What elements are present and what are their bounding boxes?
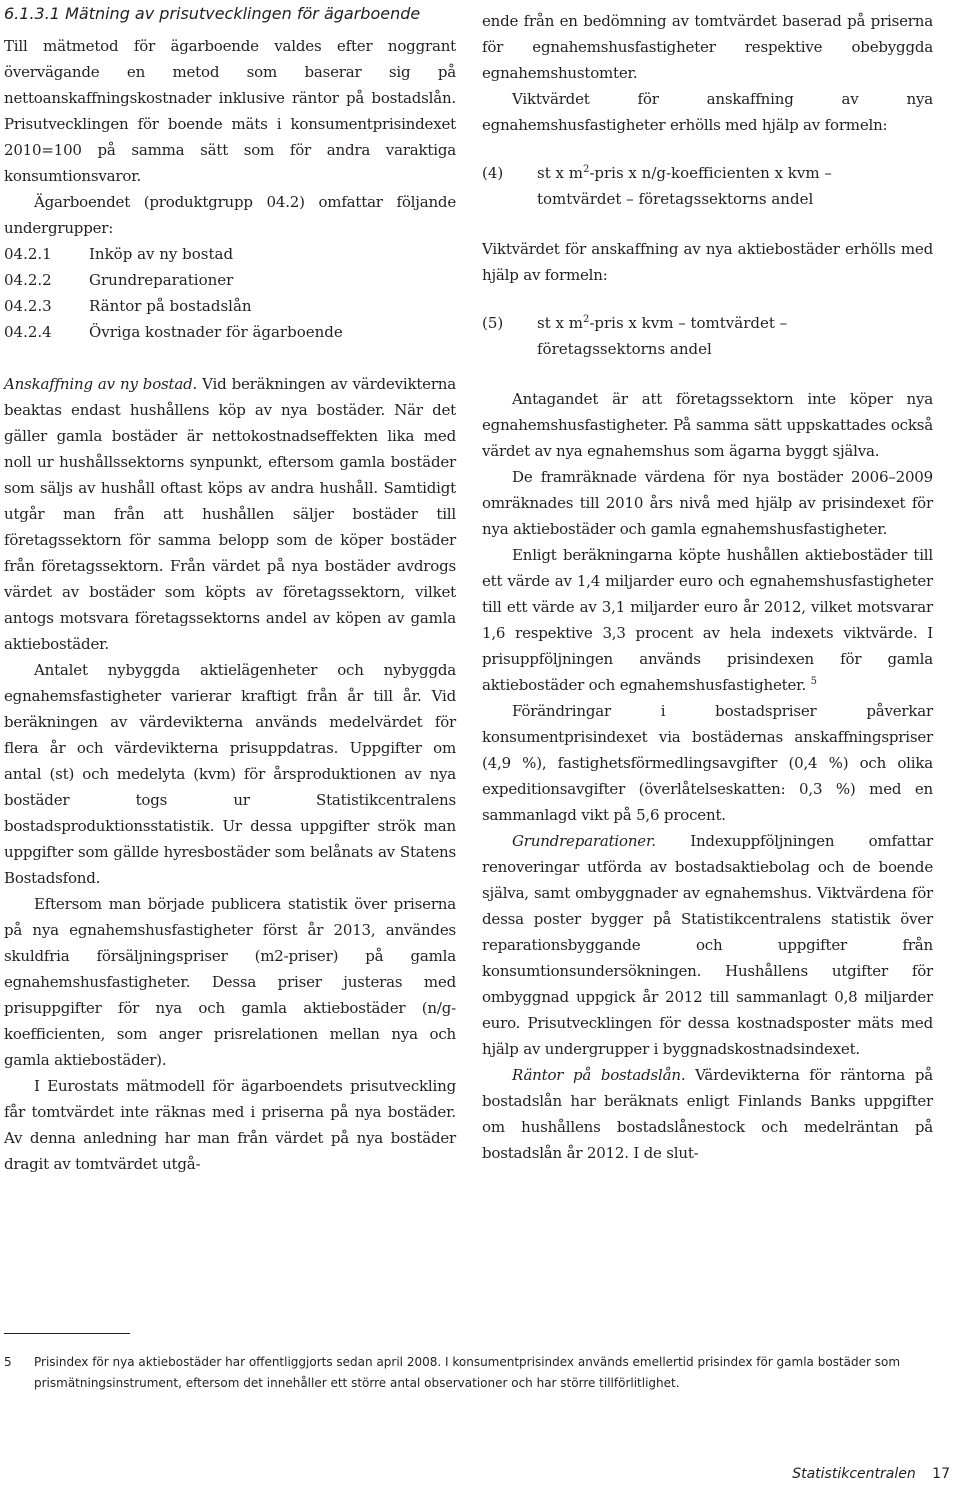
- right-column: [482, 0, 933, 1166]
- subgroup-intro: Ägarboendet (produktgrupp 04.2) omfattar följande undergrupper:: [4, 193, 456, 237]
- list-item: [4, 267, 456, 293]
- paragraph-body: Indexuppföljningen omfattar renoveringar utförda av bostadsaktiebolag och de boende själva, samt ombyggnader av egnahemshus. Viktvärdena för dessa poster bygger på Statistikcentralens statistik över reparationsbyggande och uppgifter från konsumtionsundersökningen. Hushållens utgifter för ombyggnad uppgick år 2012 till sammanlagt 0,8 miljarder euro. Prisutvecklingen för dessa kostnadsposter mäts med hjälp av undergrupper i byggnadskostnadsindexet.: [482, 832, 933, 1058]
- paragraph: I Eurostats mätmodell för ägarboendets prisutveckling får tomtvärdet inte räknas med i priserna på nya bostäder. Av denna anledning har man från värdet på nya bostäder dragit av tomtvärdet utgå-: [4, 1077, 456, 1173]
- subgroup-code: 04.2.2: [4, 271, 52, 289]
- formula-text: företagssektorns andel: [537, 340, 712, 358]
- page-footer: [792, 1466, 950, 1482]
- list-item: [4, 319, 456, 345]
- formula-number: (5): [482, 314, 504, 332]
- paragraph-lead: Anskaffning av ny bostad.: [4, 375, 198, 393]
- section-heading: [4, 2, 456, 25]
- paragraph-mortgage-interest: [482, 1062, 933, 1166]
- formula-body: [537, 310, 787, 362]
- paragraph-body: Enligt beräkningarna köpte hushållen aktiebostäder till ett värde av 1,4 miljarder euro och egnahemshusfastigheter till ett värde av 3,1 miljarder euro år 2012, vilket motsvarar 1,6 respektive 3,3 procent av hela indexets viktvärde. I prisuppföljningen används prisindexen för gamla aktiebostäder och egnahemshusfastigheter.: [482, 546, 933, 694]
- intro-paragraph: Till mätmetod för ägarboende valdes efter noggrant övervägande en metod som baserar sig på nettoanskaffningskostnader inklusive räntor på bostadslån. Prisutvecklingen för boende mäts i konsumentprisindexet 2010=100 på samma sätt som för andra varaktiga konsumtionsvaror.: [4, 37, 456, 185]
- formula-text: -pris x kvm – tomtvärdet –: [589, 314, 788, 332]
- formula-body: [537, 160, 832, 212]
- formula-superscript: 2: [582, 314, 590, 325]
- subgroup-label: Övriga kostnader för ägarboende: [89, 323, 343, 341]
- paragraph: [482, 542, 933, 698]
- subgroup-label: Räntor på bostadslån: [89, 297, 252, 315]
- footnote-number: 5: [4, 1355, 12, 1369]
- paragraph-lead: Grundreparationer.: [512, 832, 656, 850]
- paragraph: De framräknade värdena för nya bostäder 2006–2009 omräknades till 2010 års nivå med hjälp av prisindexet för nya aktiebostäder och gamla egnahemshusfastigheter.: [482, 468, 933, 538]
- subgroup-label: Inköp av ny bostad: [89, 245, 234, 263]
- paragraph-body: Värdevikterna för räntorna på bostadslån har beräknats enligt Finlands Banks uppgifter om hushållens bostadslånestock och medelräntan på bostadslån år 2012. I de slut-: [482, 1066, 933, 1162]
- footnote-divider: [4, 1333, 130, 1334]
- paragraph-new-housing: [4, 371, 456, 657]
- list-item: [4, 241, 456, 267]
- subgroup-list: [4, 241, 456, 345]
- formula-superscript: 2: [582, 164, 590, 175]
- subgroup-code: 04.2.1: [4, 245, 52, 263]
- section-title: Mätning av prisutvecklingen för ägarboende: [65, 4, 421, 23]
- paragraph-continuation: ende från en bedömning av tomtvärdet baserad på priserna för egnahemshusfastigheter respektive obebyggda egnahemshustomter.: [482, 12, 933, 82]
- paragraph-lead: Räntor på bostadslån.: [512, 1066, 686, 1084]
- formula-intro: Viktvärdet för anskaffning av nya egnahemshusfastigheter erhölls med hjälp av formeln:: [482, 90, 933, 134]
- subgroup-code: 04.2.4: [4, 323, 52, 341]
- paragraph: Antagandet är att företagssektorn inte köper nya egnahemshusfastigheter. På samma sätt uppskattades också värdet av nya egnahemshus som ägarna byggt själva.: [482, 390, 933, 460]
- formula-text: -pris x n/g-koefficienten x kvm –: [589, 164, 832, 182]
- paragraph: Eftersom man började publicera statistik över priserna på nya egnahemshusfastigheter först år 2013, användes skuldfria försäljningspriser (m2-priser) på gamla egnahemshusfastigheter. Dessa priser justeras med prisuppgifter för nya och gamla aktiebostäder (n/g-koefficienten, som anger prisrelationen mellan nya och gamla aktiebostäder).: [4, 895, 456, 1069]
- publisher-name: Statistikcentralen: [792, 1466, 916, 1482]
- paragraph: Antalet nybyggda aktielägenheter och nybyggda egnahemsfastigheter varierar kraftigt från år till år. Vid beräkningen av värdevikterna används medelvärdet för flera år och värdevikterna prisuppdatras. Uppgifter om antal (st) och medelyta (kvm) för årsproduktionen av nya bostäder togs ur Statistikcentralens bostadsproduktionsstatistik. Ur dessa uppgifter strök man uppgifter som gällde hyresbostäder som belånats av Statens Bostadsfond.: [4, 661, 456, 887]
- paragraph: Förändringar i bostadspriser påverkar konsumentprisindexet via bostädernas anskaffningspriser (4,9 %), fastighetsförmedlingsavgifter (0,4 %) och olika expeditionsavgifter (överlåtelseskatten: 0,3 %) med en sammanlagd vikt på 5,6 procent.: [482, 702, 933, 824]
- formula-text: tomtvärdet – företagssektorns andel: [537, 190, 814, 208]
- paragraph-body: Vid beräkningen av värdevikterna beaktas endast hushållens köp av nya bostäder. När det gäller gamla bostäder är nettokostnadseffekten lika med noll ur hushållssektorns synpunkt, eftersom gamla bostäder som säljs av hushåll oftast köps av andra hushåll. Samtidigt utgår man från att hushållen säljer bostäder till företagssektorn för samma belopp som de köper bostäder från företagssektorn. Från värdet på nya bostäder avdrogs värdet av bostäder som köpts av företagssektorn, vilket antogs motsvara företagssektorns andel av köpen av gamla aktiebostäder.: [4, 375, 457, 653]
- left-column: [4, 0, 456, 1177]
- formula-4: [482, 160, 933, 212]
- subgroup-label: Grundreparationer: [89, 271, 234, 289]
- formula-intro: Viktvärdet för anskaffning av nya aktiebostäder erhölls med hjälp av formeln:: [482, 240, 933, 284]
- section-number: 6.1.3.1: [4, 4, 60, 23]
- paragraph-renovations: [482, 828, 933, 1062]
- footnote: [4, 1352, 914, 1394]
- formula-5: [482, 310, 933, 362]
- formula-text: st x m: [537, 164, 583, 182]
- formula-text: st x m: [537, 314, 583, 332]
- formula-number: (4): [482, 164, 504, 182]
- list-item: [4, 293, 456, 319]
- subgroup-code: 04.2.3: [4, 297, 52, 315]
- footnote-reference: 5: [810, 676, 817, 687]
- footnote-text: Prisindex för nya aktiebostäder har offentliggjorts sedan april 2008. I konsumentprisindex används emellertid prisindex för gamla bostäder som prismätningsinstrument, eftersom det innehåller ett större antal observationer och har större tillförlitlighet.: [34, 1355, 901, 1390]
- page-number: 17: [932, 1466, 950, 1482]
